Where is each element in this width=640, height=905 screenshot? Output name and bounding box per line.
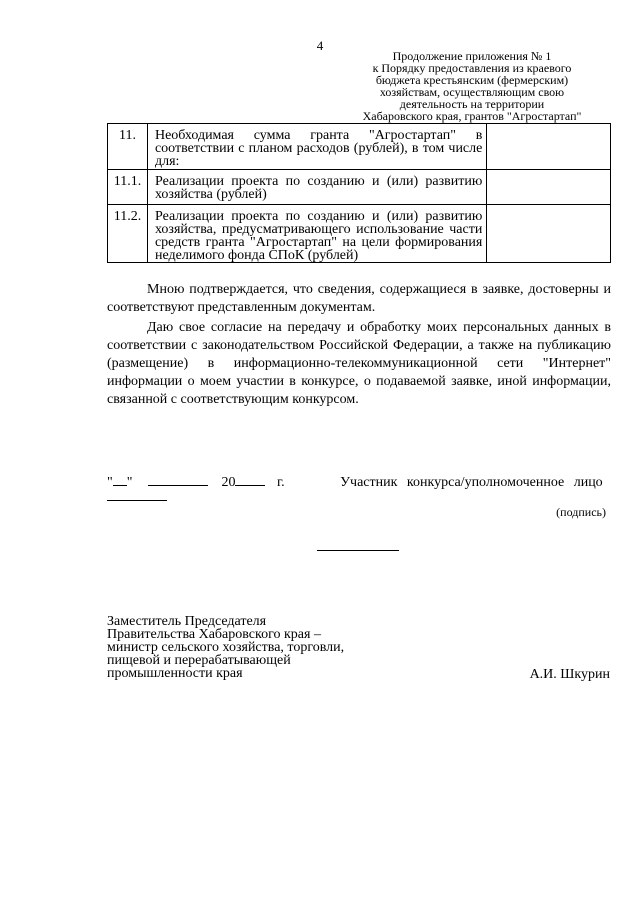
year-prefix: 20 bbox=[221, 475, 236, 490]
table-row bbox=[108, 124, 611, 170]
header-line: к Порядку предоставления из краевого bbox=[372, 61, 572, 75]
month-blank[interactable] bbox=[148, 472, 208, 486]
date-underline bbox=[107, 500, 167, 501]
page-number: 4 bbox=[316, 38, 324, 53]
official-title-line: Правительства Хабаровского края – bbox=[107, 627, 321, 642]
official-title-line: пищевой и перерабатывающей bbox=[107, 653, 291, 668]
official-title-line: Заместитель Председателя bbox=[107, 614, 267, 629]
confirmation-paragraph: Мною подтверждается, что сведения, содержащиеся в заявке, достоверны и соответствуют представленным документам. bbox=[107, 282, 611, 315]
year-blank[interactable] bbox=[235, 472, 265, 486]
table-row bbox=[108, 205, 611, 263]
quote-open: " bbox=[107, 475, 113, 490]
consent-paragraph: Даю свое согласие на передачу и обработку моих персональных данных в соответствии с законодательством Российской Федерации, а также на публикацию (размещение) в информационно-телекоммуникационной сети "Интернет" информации о моем участии в конкурсе, о подаваемой заявке, иной информации, связанной с соответствующим конкурсом. bbox=[107, 320, 611, 407]
header-line: Хабаровского края, грантов "Агростартап" bbox=[362, 109, 582, 123]
official-title-line: министр сельского хозяйства, торговли, bbox=[107, 640, 345, 655]
header-line: хозяйствам, осуществляющим свою bbox=[379, 85, 565, 99]
header-line: деятельность на территории bbox=[399, 97, 545, 111]
row-number: 11.2. bbox=[108, 205, 148, 263]
row-description: Необходимая сумма гранта "Агростартап" в соответствии с планом расходов (рублей), в том числе для: bbox=[147, 124, 486, 170]
row-value-cell[interactable] bbox=[487, 170, 611, 205]
row-description: Реализации проекта по созданию и (или) развитию хозяйства (рублей) bbox=[147, 170, 486, 205]
grant-amount-table bbox=[107, 123, 611, 263]
official-title bbox=[107, 615, 367, 680]
table-row bbox=[108, 170, 611, 205]
signature-caption: (подпись) bbox=[556, 505, 606, 519]
signature-date-line bbox=[107, 472, 611, 492]
header-line: бюджета крестьянским (фермерским) bbox=[375, 73, 569, 87]
participant-label: Участник конкурса/уполномоченное лицо bbox=[340, 475, 603, 490]
row-number: 11. bbox=[108, 124, 148, 170]
day-blank[interactable] bbox=[113, 472, 127, 486]
row-number: 11.1. bbox=[108, 170, 148, 205]
official-name: А.И. Шкурин bbox=[529, 667, 610, 682]
official-title-line: промышленности края bbox=[107, 666, 243, 681]
section-divider bbox=[317, 550, 399, 551]
quote-close: " bbox=[126, 475, 133, 490]
row-description: Реализации проекта по созданию и (или) развитию хозяйства, предусматривающего использование части средств гранта "Агростартап" на цели формирования неделимого фонда СПоК (рублей) bbox=[147, 205, 486, 263]
row-value-cell[interactable] bbox=[487, 205, 611, 263]
year-suffix: г. bbox=[276, 475, 285, 490]
header-line: Продолжение приложения № 1 bbox=[392, 49, 552, 63]
row-value-cell[interactable] bbox=[487, 124, 611, 170]
appendix-header bbox=[350, 50, 594, 122]
